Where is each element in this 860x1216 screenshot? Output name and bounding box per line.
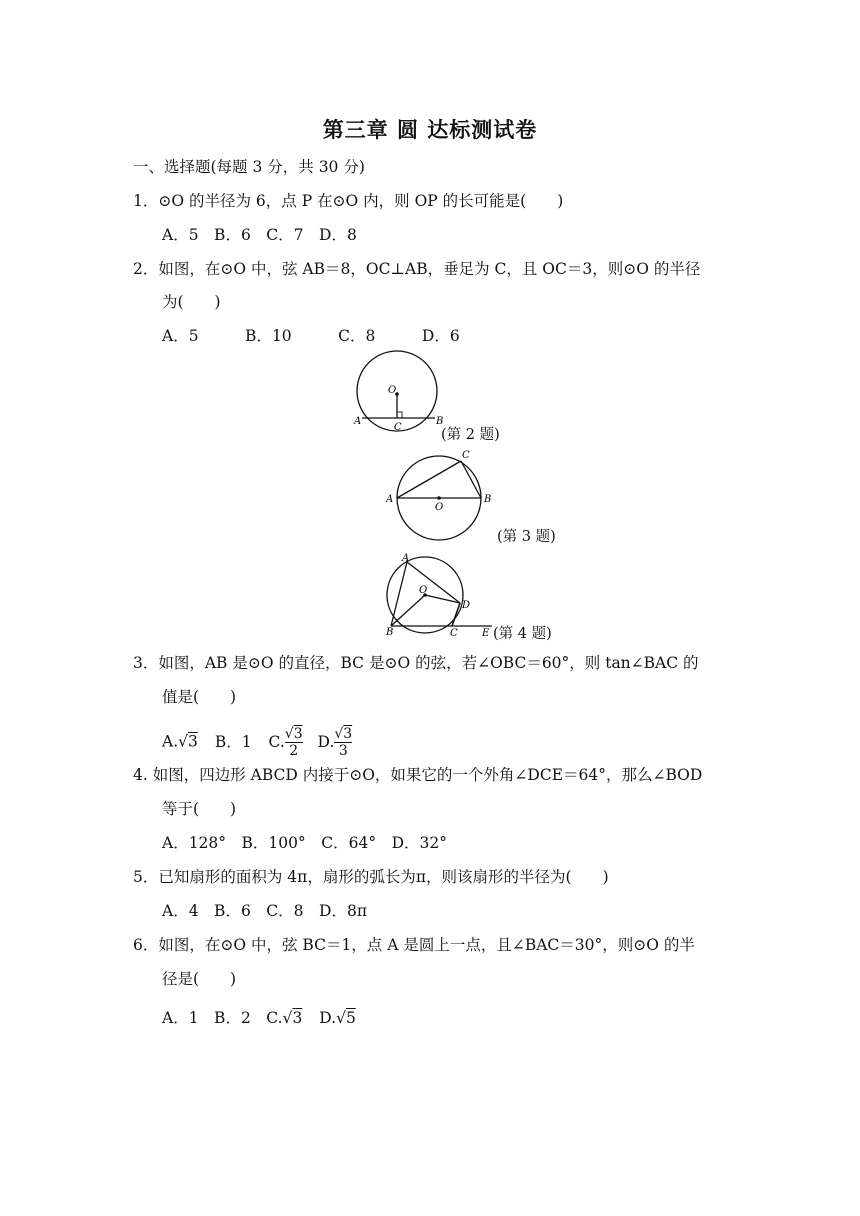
question-2-stem-cont: 为( ) — [162, 293, 221, 311]
q3-option-d: D. — [317, 732, 335, 751]
figure-4-caption: (第 4 题) — [493, 626, 552, 642]
fig3-label-o: O — [435, 502, 444, 513]
sqrt-symbol: √ — [336, 1009, 346, 1027]
q3-option-c-numerator: 3 — [293, 726, 303, 742]
q3-option-c: C. — [268, 732, 285, 751]
figure-3-circle-diameter — [382, 448, 500, 544]
question-6-options — [162, 1008, 356, 1028]
q3-option-d-numerator: 3 — [343, 726, 353, 742]
q6-options-ab: A．1 B．2 C. — [162, 1009, 283, 1027]
q3-option-c-fraction: $\frac{√3}{2}$ — [284, 726, 303, 759]
question-3-stem-cont: 值是( ) — [162, 688, 237, 706]
question-5-options: A．4 B．6 C．8 D．8π — [162, 902, 368, 920]
question-4-stem-cont: 等于( ) — [162, 800, 237, 818]
q6-option-d-radicand: 5 — [345, 1009, 356, 1027]
fig2-circle — [357, 351, 437, 431]
q3-option-a-radicand: 3 — [188, 732, 198, 751]
fig3-label-c: C — [462, 450, 470, 461]
fig2-label-a: A — [354, 416, 362, 427]
question-3-stem: 3．如图，AB 是⊙O 的直径，BC 是⊙O 的弦，若∠OBC＝60°，则 tan∠BAC 的 — [133, 654, 699, 672]
fig2-label-b: B — [436, 416, 444, 427]
fig3-chord-ac — [397, 461, 461, 498]
question-1-options: A．5 B．6 C．7 D．8 — [162, 226, 357, 244]
q3-option-d-denominator: 3 — [338, 743, 348, 759]
fig4-label-a: A — [402, 553, 410, 564]
fig4-label-e: E — [482, 628, 490, 639]
figure-2-circle-chord — [350, 348, 445, 438]
q6-option-c-radicand: 3 — [292, 1009, 303, 1027]
figure-2-caption: (第 2 题) — [441, 427, 500, 443]
question-6-stem-cont: 径是( ) — [162, 970, 237, 988]
fig3-label-a: A — [386, 494, 394, 505]
question-2-options: A．5 B．10 C．8 D．6 — [162, 327, 460, 345]
fig4-label-d: D — [462, 600, 471, 611]
question-4-stem: 4. 如图，四边形 ABCD 内接于⊙O，如果它的一个外角∠DCE＝64°，那么∠BOD — [133, 766, 703, 784]
question-2-stem: 2．如图，在⊙O 中，弦 AB＝8，OC⊥AB，垂足为 C，且 OC＝3，则⊙O 的半径 — [133, 260, 701, 278]
q3-option-a: A. — [162, 732, 179, 751]
q3-option-b: B．1 — [214, 732, 252, 751]
q3-option-d-fraction: $\frac{√3}{3}$ — [334, 726, 353, 759]
fig4-side-ab — [391, 562, 407, 626]
fig4-radius-ob — [391, 595, 425, 626]
question-4-options: A．128° B．100° C．64° D．32° — [162, 834, 447, 852]
fig3-chord-bc — [461, 461, 481, 498]
question-6-stem: 6．如图，在⊙O 中，弦 BC＝1，点 A 是圆上一点，且∠BAC＝30°，则⊙O 的半 — [133, 936, 695, 954]
sqrt-symbol: √ — [178, 732, 189, 751]
q6-option-d: D. — [319, 1009, 337, 1027]
figure-4-inscribed-quadrilateral — [382, 552, 502, 642]
question-1-stem: 1．⊙O 的半径为 6，点 P 在⊙O 内，则 OP 的长可能是( ) — [133, 192, 564, 210]
fig4-label-o: O — [419, 585, 428, 596]
fig2-label-o: O — [388, 385, 397, 396]
fig4-label-b: B — [386, 627, 394, 638]
question-3-options — [162, 726, 352, 759]
sqrt-symbol: √ — [282, 1009, 293, 1027]
page-title: 第三章 圆 达标测试卷 — [322, 118, 538, 142]
fig3-center-dot — [437, 496, 441, 500]
section-heading: 一、选择题(每题 3 分，共 30 分) — [133, 158, 365, 176]
fig2-right-angle-mark — [397, 412, 402, 418]
fig4-side-dc — [452, 603, 460, 626]
fig4-label-c: C — [450, 628, 458, 639]
fig2-label-c: C — [394, 422, 402, 433]
figure-3-caption: (第 3 题) — [497, 529, 556, 545]
q3-option-c-denominator: 2 — [289, 743, 299, 759]
question-5-stem: 5．已知扇形的面积为 4π，扇形的弧长为π，则该扇形的半径为( ) — [133, 868, 609, 886]
fig3-label-b: B — [484, 494, 492, 505]
